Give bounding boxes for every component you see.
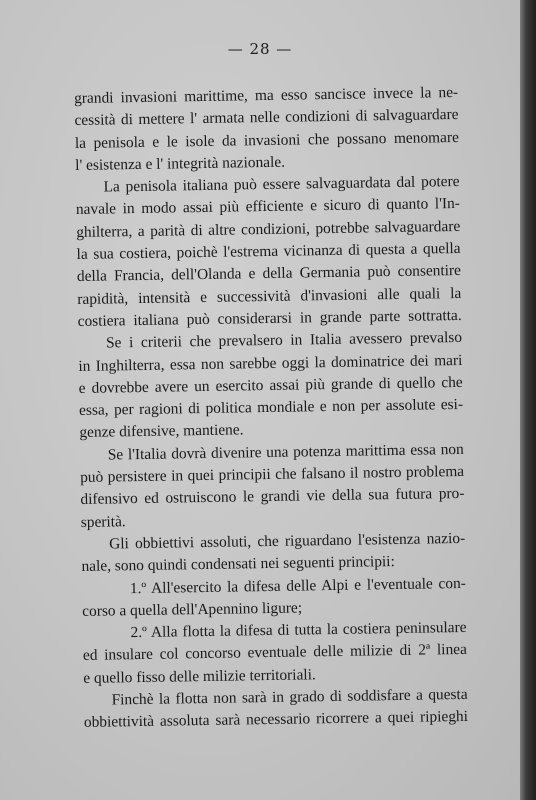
text-line: Gli obbiettivi assoluti, che riguardano l'esistenza nazio-: [109, 529, 466, 553]
text-line: cessità di mettere l' armata nelle condizioni di salvaguardare: [74, 106, 459, 130]
text-line: sperità.: [80, 512, 126, 531]
text-line: Se l'Italia dovrà divenire una potenza marittima essa non: [107, 440, 464, 464]
text-line: essa, per ragioni di politica mondiale e non per assolute esi-: [78, 396, 464, 420]
text-line: può persistere in quei principii che falsano il nostro problema: [79, 462, 465, 486]
text-line: Se i criterii che prevalsero in Italia avessero prevalso: [105, 329, 463, 352]
text-line: rapidità, intensità e successività d'invasioni alle quali la: [77, 284, 462, 308]
text-line: 2.º Alla flotta la difesa di tutta la costiera peninsulare: [130, 619, 467, 642]
text-line: corso a quella dell'Apennino ligure;: [82, 599, 303, 620]
text-line: grandi invasioni marittime, ma esso sancisce invece la ne-: [74, 83, 459, 107]
book-edge: [520, 0, 536, 800]
text-line: in Inghilterra, essa non sarebbe oggi la dominatrice dei mari: [78, 351, 463, 375]
text-line: ghilterra, a parità di altre condizioni, potrebbe salvaguardare: [76, 217, 461, 241]
text-line: e dovrebbe avere un esercito assai più grande di quello che: [78, 373, 463, 397]
page-number: — 28 —: [227, 40, 293, 58]
text-line: la penisola e le isole da invasioni che possano menomare: [74, 128, 459, 152]
text-line: Finchè la flotta non sarà in grado di soddisfare a questa: [111, 685, 468, 709]
text-line: genze difensive, mantiene.: [79, 421, 244, 442]
body-text: [74, 82, 468, 735]
text-line: nale, sono quindi condensati nei seguenti principii:: [81, 553, 395, 576]
text-line: la sua costiera, poichè l'estrema vicinanza di questa a quella: [76, 240, 461, 264]
text-line: difensivo ed ostruiscono le grandi vie della sua futura pro-: [80, 485, 465, 509]
text-line: 1.º All'esercito la difesa delle Alpi e l'eventuale con-: [129, 574, 466, 597]
text-line: costiera italiana può considerarsi in grande parte sottratta.: [77, 306, 462, 330]
text-line: l' esistenza e l' integrità nazionale.: [75, 153, 286, 174]
text-line: e quello fisso delle milizie territoriali.: [83, 665, 316, 687]
text-line: obbiettività assoluta sarà necessario ricorrere a quei ripieghi: [83, 708, 469, 732]
text-line: navale in modo assai più efficiente e sicuro di quanto l'In-: [75, 195, 461, 219]
text-line: della Francia, dell'Olanda e della Germania può consentire: [76, 262, 462, 286]
text-line: ed insulare col concorso eventuale delle milizie di 2ª linea: [82, 641, 468, 665]
text-line: La penisola italiana può essere salvaguardata dal potere: [103, 173, 460, 196]
